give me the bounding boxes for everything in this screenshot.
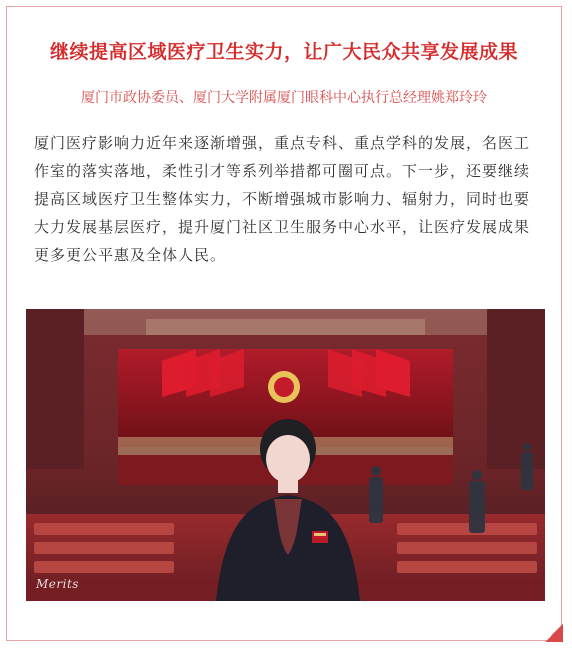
photo-watermark: Merits [36, 577, 79, 591]
article-subtitle: 厦门市政协委员、厦门大学附属厦门眼科中心执行总经理姚郑玲玲 [81, 90, 487, 106]
article-card [6, 6, 562, 641]
decorative-corner [545, 624, 563, 642]
article-body: 厦门医疗影响力近年来逐渐增强，重点专科、重点学科的发展，名医工作室的落实落地，柔性引才等系列举措都可圈可点。下一步，还要继续提高区域医疗卫生整体实力，不断增强城市影响力、辐射力，同时也要大力发展基层医疗，提升厦门社区卫生服务中心水平，让医疗发展成果更多更公平惠及全体人民。 [34, 134, 531, 264]
article-title: 继续提高区域医疗卫生实力，让广大民众共享发展成果 [49, 41, 518, 63]
article-photo [26, 309, 545, 601]
conference-hall-photo [26, 309, 545, 601]
